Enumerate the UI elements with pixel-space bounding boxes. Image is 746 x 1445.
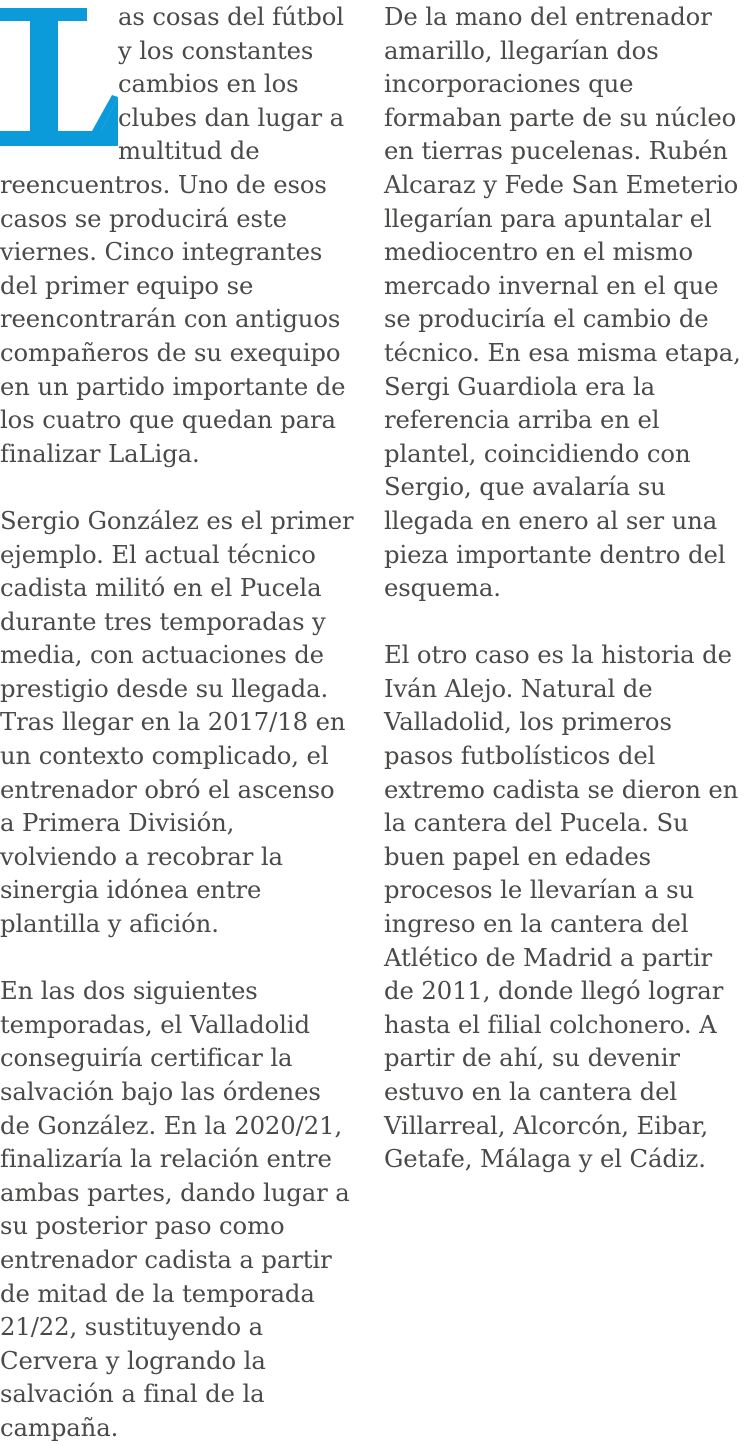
paragraph: En las dos siguientes temporadas, el Valladolid conseguiría certificar la salvación bajo las órdenes de González. En la 2020/21, finalizaría la relación entre ambas partes, dando lugar a su posterior paso como entrenador cadista a partir de mitad de la temporada 21/22, sustituyendo a Cervera y logrando la salvación a final de la campaña. bbox=[0, 976, 350, 1442]
paragraph: El otro caso es la historia de Iván Alejo. Natural de Valladolid, los primeros pasos futbolísticos del extremo cadista se dieron en la cantera del Pucela. Su buen papel en edades procesos le llevarían a su ingreso en la cantera del Atlético de Madrid a partir de 2011, donde llegó lograr hasta el filial colchonero. A partir de ahí, su devenir estuvo en la cantera del Villarreal, Alcorcón, Eibar, Getafe, Málaga y el Cádiz. bbox=[384, 640, 739, 1174]
drop-cap-letter-l-icon bbox=[0, 0, 118, 152]
paragraph: De la mano del entrenador amarillo, llegarían dos incorporaciones que formaban parte de su núcleo en tierras pucelenas. Rubén Alcaraz y Fede San Emeterio llegarían para apuntalar el mediocentro en el mismo mercado invernal en el que se produciría el cambio de técnico. En esa misma etapa, Sergi Guardiola era la referencia arriba en el plantel, coincidiendo con Sergio, que avalaría su llegada en enero al ser una pieza importante dentro del esquema. bbox=[384, 2, 741, 603]
column-right bbox=[373, 0, 746, 1176]
paragraph: as cosas del fútbol y los constantes cambios en los clubes dan lugar a multitud de reencuentros. Uno de esos casos se producirá este viernes. Cinco integrantes del primer equipo se reencontrarán con antiguos compañeros de su exequipo en un partido importante de los cuatro que quedan para finalizar LaLiga. bbox=[0, 2, 346, 468]
paragraph: Sergio González es el primer ejemplo. El actual técnico cadista militó en el Pucela durante tres temporadas y media, con actuaciones de prestigio desde su llegada. Tras llegar en la 2017/18 en un contexto complicado, el entrenador obró el ascenso a Primera División, volviendo a recobrar la sinergia idónea entre plantilla y afición. bbox=[0, 505, 354, 939]
